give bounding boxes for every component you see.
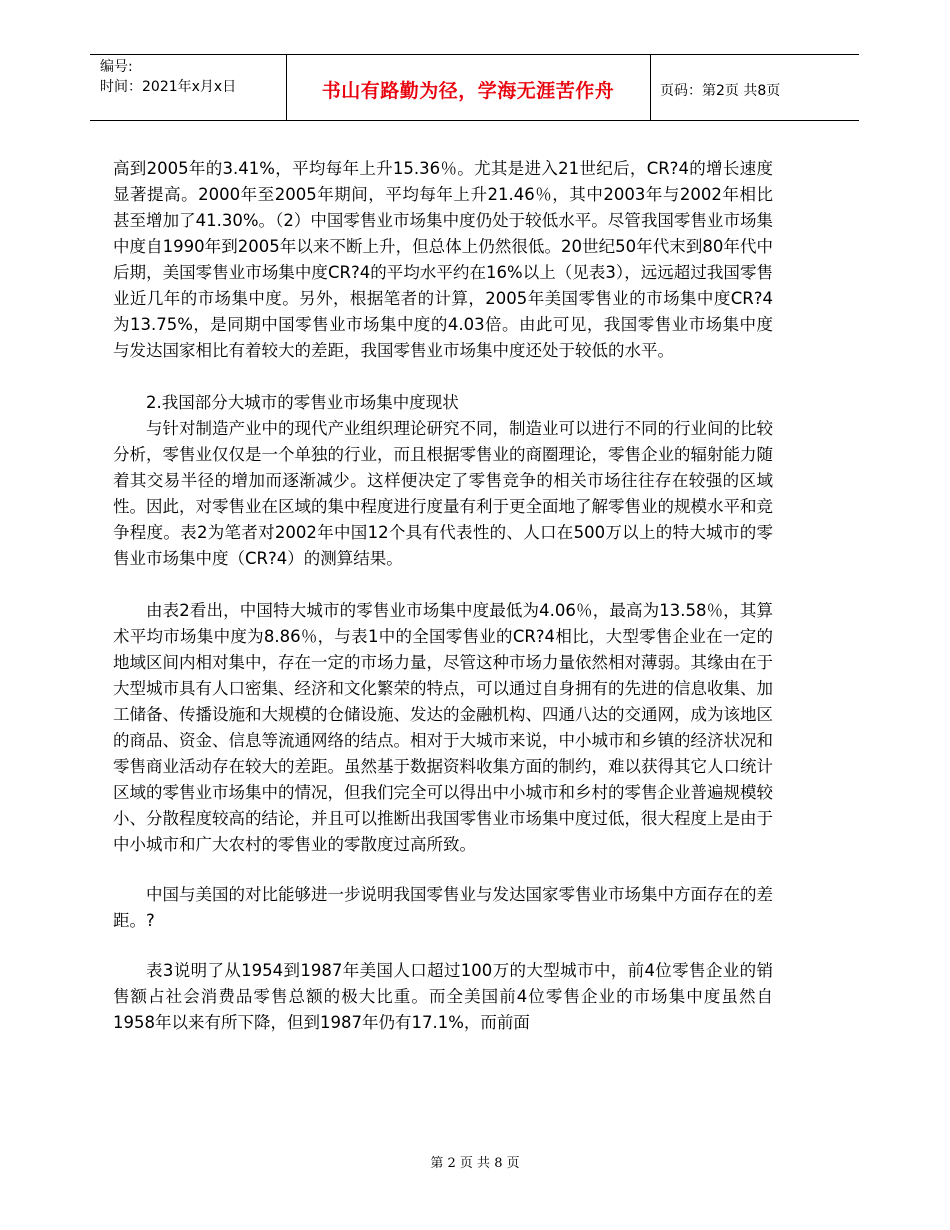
- header-motto: 书山有路勤为径，学海无涯苦作舟: [321, 80, 615, 102]
- code-label: 编号:: [100, 59, 133, 75]
- header-top-rule: [90, 54, 859, 55]
- time-label: 时间：2021年x月x日: [100, 79, 237, 95]
- page-footer: 第 2 页 共 8 页: [430, 1156, 520, 1171]
- paragraph: 高到2005年的3.41%，平均每年上升15.36％。尤其是进入21世纪后，CR?4的增长速度显著提高。2000年至2005年期间，平均每年上升21.46％，其中2003年与2002年相比甚至增加了41.30%。（2）中国零售业市场集中度仍处于较低水平。尽管我国零售业市场集中度自1990年到2005年以来不断上升，但总体上仍然很低。20世纪50年代末到80年代中后期，美国零售业市场集中度CR?4的平均水平约在16%以上（见表3），远远超过我国零售业近几年的市场集中度。另外，根据笔者的计算，2005年美国零售业的市场集中度CR?4为13.75%，是同期中国零售业市场集中度的4.03倍。由此可见，我国零售业市场集中度与发达国家相比有着较大的差距，我国零售业市场集中度还处于较低的水平。: [113, 159, 773, 360]
- section-heading: 2.我国部分大城市的零售业市场集中度现状: [146, 393, 459, 412]
- paragraph: 表3说明了从1954到1987年美国人口超过100万的大型城市中，前4位零售企业的销售额占社会消费品零售总额的极大比重。而全美国前4位零售企业的市场集中度虽然自1958年以来有所下降，但到1987年仍有17.1%，而前面: [113, 961, 773, 1032]
- header-page-info: 页码：第2页 共8页: [660, 83, 781, 99]
- paragraph: 与针对制造产业中的现代产业组织理论研究不同，制造业可以进行不同的行业间的比较分析，零售业仅仅是一个单独的行业，而且根据零售业的商圈理论，零售企业的辐射能力随着其交易半径的增加而逐渐减少。这样便决定了零售竞争的相关市场往往存在较强的区域性。因此，对零售业在区域的集中程度进行度量有利于更全面地了解零售业的规模水平和竞争程度。表2为笔者对2002年中国12个具有代表性的、人口在500万以上的特大城市的零售业市场集中度（CR?4）的测算结果。: [113, 419, 773, 568]
- header-divider-right: [650, 54, 651, 121]
- document-body: [113, 156, 773, 1036]
- header-meta: [100, 57, 236, 97]
- header-bottom-rule: [90, 120, 859, 121]
- paragraph: 中国与美国的对比能够进一步说明我国零售业与发达国家零售业市场集中方面存在的差距。?: [113, 885, 773, 930]
- paragraph: 由表2看出，中国特大城市的零售业市场集中度最低为4.06％，最高为13.58％，其算术平均市场集中度为8.86％，与表1中的全国零售业的CR?4相比，大型零售企业在一定的地域区间内相对集中，存在一定的市场力量，尽管这种市场力量依然相对薄弱。其缘由在于大型城市具有人口密集、经济和文化繁荣的特点，可以通过自身拥有的先进的信息收集、加工储备、传播设施和大规模的仓储设施、发达的金融机构、四通八达的交通网，成为该地区的商品、资金、信息等流通网络的结点。相对于大城市来说，中小城市和乡镇的经济状况和零售商业活动存在较大的差距。虽然基于数据资料收集方面的制约，难以获得其它人口统计区域的零售业市场集中的情况，但我们完全可以得出中小城市和乡村的零售企业普遍规模较小、分散程度较高的结论，并且可以推断出我国零售业市场集中度过低，很大程度上是由于中小城市和广大农村的零售业的零散度过高所致。: [113, 601, 773, 854]
